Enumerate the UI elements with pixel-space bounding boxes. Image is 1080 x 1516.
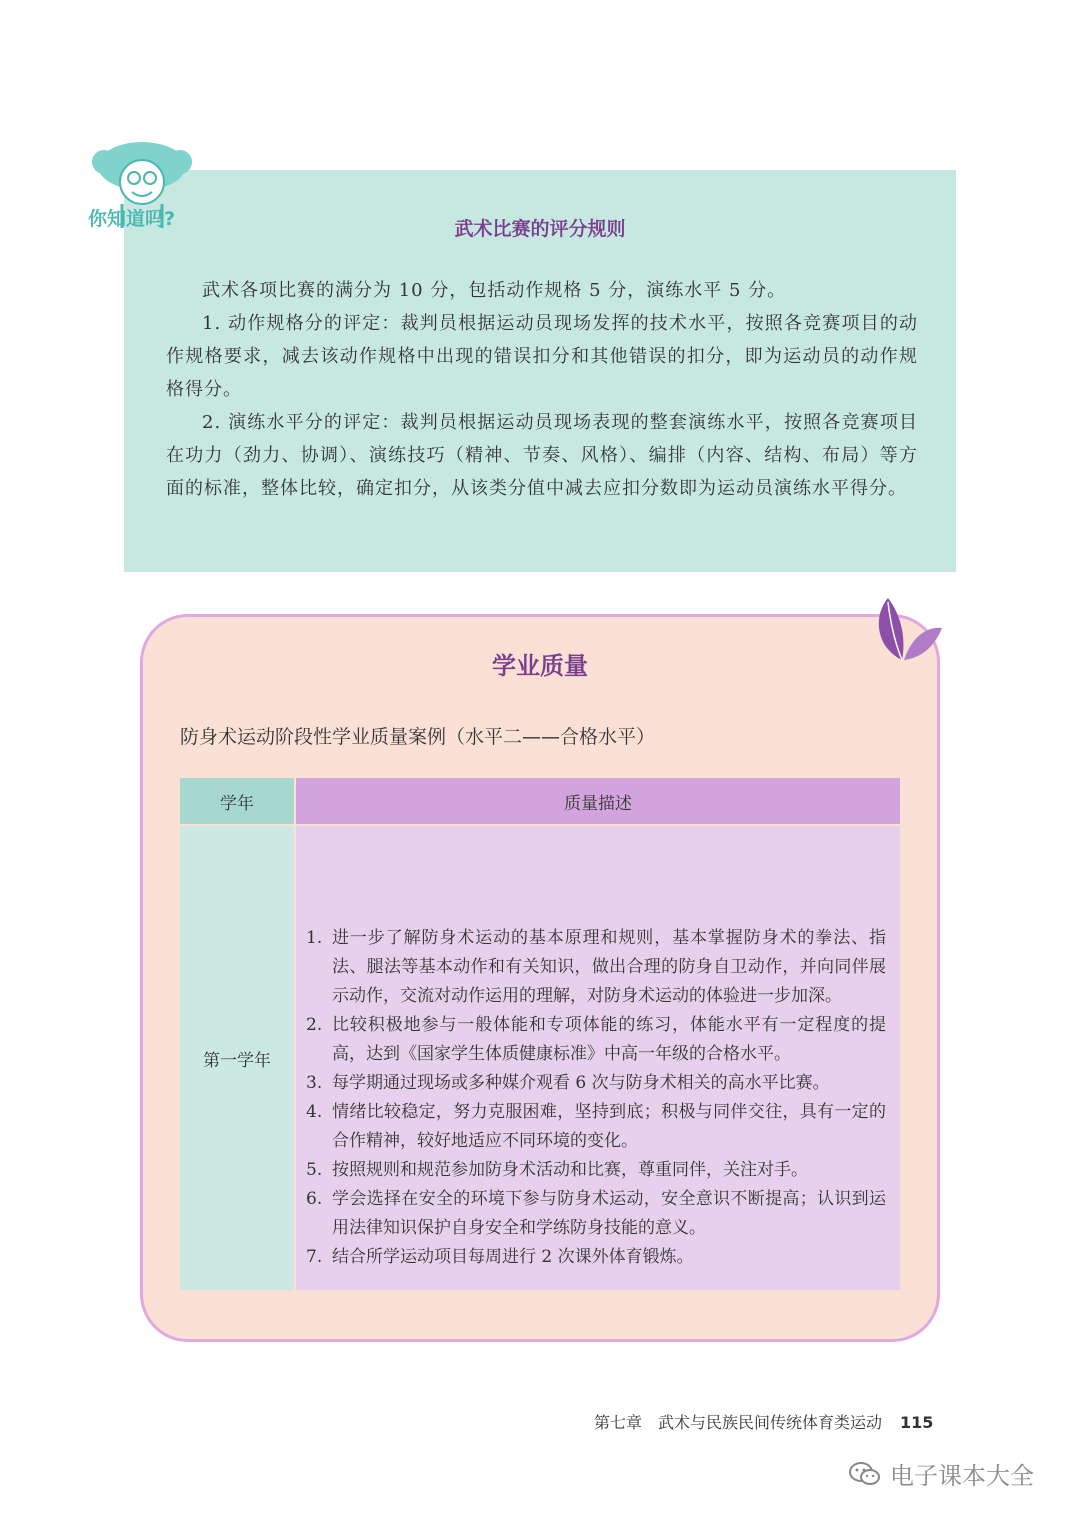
quality-title: 学业质量 bbox=[492, 652, 588, 680]
wechat-icon bbox=[848, 1461, 882, 1487]
item-number: 3. bbox=[306, 1073, 323, 1093]
item-number: 1. bbox=[306, 928, 323, 948]
item-text: 情绪比较稳定，努力克服困难，坚持到底；积极与同伴交往，具有一定的合作精神，较好地适应不同环境的变化。 bbox=[332, 1102, 886, 1151]
quality-table bbox=[180, 778, 900, 1290]
table-cell-description bbox=[296, 826, 900, 1290]
page-footer bbox=[594, 1410, 933, 1433]
quality-subtitle: 防身术运动阶段性学业质量案例（水平二——合格水平） bbox=[180, 726, 656, 748]
watermark bbox=[848, 1456, 1034, 1491]
watermark-text: 电子课本大全 bbox=[890, 1462, 1034, 1490]
item-number: 2. bbox=[306, 1015, 323, 1035]
item-number: 7. bbox=[306, 1247, 323, 1267]
page-number: 115 bbox=[900, 1413, 934, 1432]
item-text: 进一步了解防身术运动的基本原理和规则，基本掌握防身术的拳法、指法、腿法等基本动作和有关知识，做出合理的防身自卫动作，并向同伴展示动作，交流对动作运用的理解，对防身术运动的体验进一步加深。 bbox=[332, 928, 886, 1006]
chapter-title: 第七章 武术与民族民间传统体育类运动 bbox=[594, 1413, 883, 1432]
quality-item-list bbox=[306, 924, 886, 1272]
item-number: 6. bbox=[306, 1189, 323, 1209]
list-item bbox=[306, 1185, 886, 1243]
item-number: 5. bbox=[306, 1160, 323, 1180]
table-header-description: 质量描述 bbox=[296, 778, 900, 824]
item-text: 每学期通过现场或多种媒介观看 6 次与防身术相关的高水平比赛。 bbox=[332, 1073, 830, 1093]
know-box-title: 武术比赛的评分规则 bbox=[454, 218, 626, 240]
know-paragraph-rule-2: 2. 演练水平分的评定：裁判员根据运动员现场表现的整套演练水平，按照各竞赛项目在功力（劲力、协调）、演练技巧（精神、节奏、风格）、编排（内容、结构、布局）等方面的标准，整体比较，确定扣分，从该类分值中减去应扣分数即为运动员演练水平得分。 bbox=[166, 412, 918, 499]
table-header-year: 学年 bbox=[180, 778, 294, 824]
list-item bbox=[306, 1156, 886, 1185]
list-item bbox=[306, 1243, 886, 1272]
list-item bbox=[306, 1069, 886, 1098]
did-you-know-label: 你知道吗? bbox=[88, 208, 176, 230]
item-number: 4. bbox=[306, 1102, 323, 1122]
list-item bbox=[306, 1098, 886, 1156]
know-paragraph-rule-1: 1. 动作规格分的评定：裁判员根据运动员现场发挥的技术水平，按照各竞赛项目的动作规格要求，减去该动作规格中出现的错误扣分和其他错误的扣分，即为运动员的动作规格得分。 bbox=[166, 313, 918, 400]
know-paragraph-intro: 武术各项比赛的满分为 10 分，包括动作规格 5 分，演练水平 5 分。 bbox=[202, 280, 787, 301]
table-cell-year: 第一学年 bbox=[180, 826, 294, 1290]
list-item bbox=[306, 1011, 886, 1069]
item-text: 结合所学运动项目每周进行 2 次课外体育锻炼。 bbox=[332, 1247, 694, 1267]
list-item bbox=[306, 924, 886, 1011]
item-text: 学会选择在安全的环境下参与防身术运动，安全意识不断提高；认识到运用法律知识保护自身安全和学练防身技能的意义。 bbox=[332, 1189, 886, 1238]
know-box-body bbox=[166, 274, 918, 505]
item-text: 按照规则和规范参加防身术活动和比赛，尊重同伴，关注对手。 bbox=[332, 1160, 808, 1180]
item-text: 比较积极地参与一般体能和专项体能的练习，体能水平有一定程度的提高，达到《国家学生体质健康标准》中高一年级的合格水平。 bbox=[332, 1015, 886, 1064]
